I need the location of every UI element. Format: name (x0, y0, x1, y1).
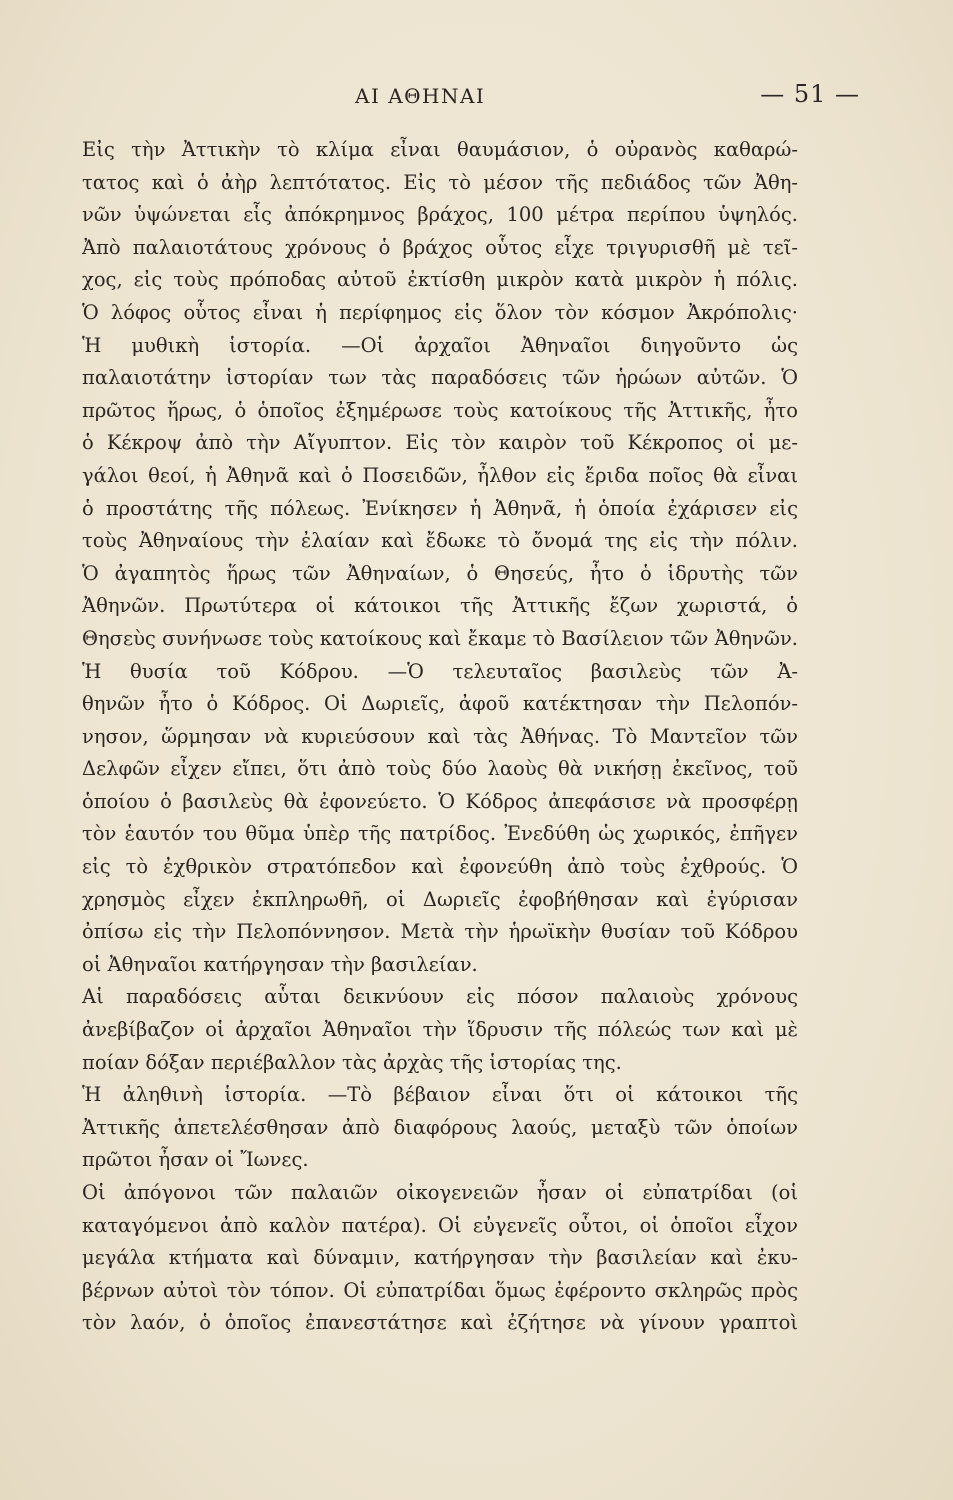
text-line: τοὺς Ἀθηναίους τὴν ἐλαίαν καὶ ἔδωκε τὸ ὄνομά της εἰς τὴν πόλιν. (82, 529, 798, 553)
text-line: καταγόμενοι ἀπὸ καλὸν πατέρα). Οἱ εὐγενεῖς οὗτοι, οἱ ὁποῖοι εἶχον (82, 1213, 798, 1237)
text-line: ὁποίου ὁ βασιλεὺς θὰ ἐφονεύετο. Ὁ Κόδρος ἀπεφάσισε νὰ προσφέρῃ (82, 789, 798, 813)
text-line: Ἀττικῆς ἀπετελέσθησαν ἀπὸ διαφόρους λαούς, μεταξὺ τῶν ὁποίων (82, 1115, 798, 1139)
text-line: μεγάλα κτήματα καὶ δύναμιν, κατήργησαν τὴν βασιλείαν καὶ ἐκυ- (82, 1246, 798, 1270)
text-line: Ἡ μυθικὴ ἱστορία. —Οἱ ἀρχαῖοι Ἀθηναῖοι διηγοῦντο ὡς (82, 333, 798, 357)
text-line: Δελφῶν εἶχεν εἴπει, ὅτι ἀπὸ τοὺς δύο λαοὺς θὰ νικήσῃ ἐκεῖνος, τοῦ (82, 757, 798, 781)
text-line: γάλοι θεοί, ἡ Ἀθηνᾶ καὶ ὁ Ποσειδῶν, ἦλθον εἰς ἔριδα ποῖος θὰ εἶναι (82, 463, 798, 487)
text-line: Ἡ θυσία τοῦ Κόδρου. —Ὁ τελευταῖος βασιλεὺς τῶν Ἀ- (82, 659, 798, 683)
text-line: τατος καὶ ὁ ἀὴρ λεπτότατος. Εἰς τὸ μέσον τῆς πεδιάδος τῶν Ἀθη- (82, 170, 798, 194)
text-line: ὁ προστάτης τῆς πόλεως. Ἐνίκησεν ἡ Ἀθηνᾶ, ἡ ὁποία ἐχάρισεν εἰς (82, 496, 798, 520)
text-line: Ἡ ἀληθινὴ ἱστορία. —Τὸ βέβαιον εἶναι ὅτι οἱ κάτοικοι τῆς (82, 1083, 798, 1107)
text-line: ὀπίσω εἰς τὴν Πελοπόννησον. Μετὰ τὴν ἡρωϊκὴν θυσίαν τοῦ Κόδρου (82, 920, 798, 944)
text-line: εἰς τὸ ἐχθρικὸν στρατόπεδον καὶ ἐφονεύθη ἀπὸ τοὺς ἐχθρούς. Ὁ (82, 855, 798, 879)
text-line: Οἱ ἀπόγονοι τῶν παλαιῶν οἰκογενειῶν ἦσαν οἱ εὐπατρίδαι (οἱ (82, 1181, 798, 1204)
text-line: θηνῶν ἦτο ὁ Κόδρος. Οἱ Δωριεῖς, ἀφοῦ κατέκτησαν τὴν Πελοπόν- (82, 692, 798, 716)
text-line: Ἀθηνῶν. Πρωτύτερα οἱ κάτοικοι τῆς Ἀττικῆς ἔζων χωριστά, ὁ (82, 594, 798, 618)
text-line: πρῶτοι ἦσαν οἱ Ἴωνες. (82, 1148, 309, 1172)
text-line: ἀνεβίβαζον οἱ ἀρχαῖοι Ἀθηναῖοι τὴν ἵδρυσιν τῆς πόλεώς των καὶ μὲ (82, 1018, 798, 1042)
text-line: τὸν λαόν, ὁ ὁποῖος ἐπανεστάτησε καὶ ἐζήτησε νὰ γίνουν γραπτοὶ (82, 1311, 798, 1335)
text-line: τὸν ἑαυτόν του θῦμα ὑπὲρ τῆς πατρίδος. Ἐνεδύθη ὡς χωρικός, ἐπῆγεν (82, 822, 798, 846)
text-line: χος, εἰς τοὺς πρόποδας αὐτοῦ ἐκτίσθη μικρὸν κατὰ μικρὸν ἡ πόλις. (82, 268, 798, 292)
running-title: ΑΙ ΑΘΗΝΑΙ (355, 84, 486, 108)
body-text (82, 134, 798, 1340)
text-line: οἱ Ἀθηναῖοι κατήργησαν τὴν βασιλείαν. (82, 952, 478, 976)
text-line: ὁ Κέκροψ ἀπὸ τὴν Αἴγυπτον. Εἰς τὸν καιρὸν τοῦ Κέκροπος οἱ με- (82, 431, 798, 455)
text-line: πρῶτος ἥρως, ὁ ὁποῖος ἐξημέρωσε τοὺς κατοίκους τῆς Ἀττικῆς, ἦτο (82, 398, 798, 422)
text-line: παλαιοτάτην ἱστορίαν των τὰς παραδόσεις τῶν ἡρώων αὐτῶν. Ὁ (82, 366, 798, 390)
text-line: νησον, ὥρμησαν νὰ κυριεύσουν καὶ τὰς Ἀθήνας. Τὸ Μαντεῖον τῶν (82, 724, 798, 748)
text-line: Ὁ ἀγαπητὸς ἥρως τῶν Ἀθηναίων, ὁ Θησεύς, ἦτο ὁ ἱδρυτὴς τῶν (82, 561, 798, 585)
page-number: — 51 — (760, 80, 860, 108)
text-line: χρησμὸς εἶχεν ἐκπληρωθῆ, οἱ Δωριεῖς ἐφοβήθησαν καὶ ἐγύρισαν (82, 887, 798, 911)
text-line: Εἰς τὴν Ἀττικὴν τὸ κλίμα εἶναι θαυμάσιον, ὁ οὐρανὸς καθαρώ- (82, 138, 798, 161)
text-line: Ὁ λόφος οὗτος εἶναι ἡ περίφημος εἰς ὅλον τὸν κόσμον Ἀκρόπολις· (82, 300, 798, 324)
text-line: Ἀπὸ παλαιοτάτους χρόνους ὁ βράχος οὗτος εἶχε τριγυρισθῆ μὲ τεῖ- (82, 235, 798, 259)
text-line: Θησεὺς συνήνωσε τοὺς κατοίκους καὶ ἔκαμε τὸ Βασίλειον τῶν Ἀθηνῶν. (82, 626, 798, 650)
text-line: βέρνων αὐτοὶ τὸν τόπον. Οἱ εὐπατρίδαι ὅμως ἐφέροντο σκληρῶς πρὸς (82, 1278, 798, 1302)
text-line: ποίαν δόξαν περιέβαλλον τὰς ἀρχὰς τῆς ἱστορίας της. (82, 1050, 622, 1074)
text-line: Αἱ παραδόσεις αὗται δεικνύουν εἰς πόσον παλαιοὺς χρόνους (82, 985, 798, 1009)
text-line: νῶν ὑψώνεται εἷς ἀπόκρημνος βράχος, 100 μέτρα περίπου ὑψηλός. (82, 203, 798, 227)
page-header (60, 80, 890, 116)
